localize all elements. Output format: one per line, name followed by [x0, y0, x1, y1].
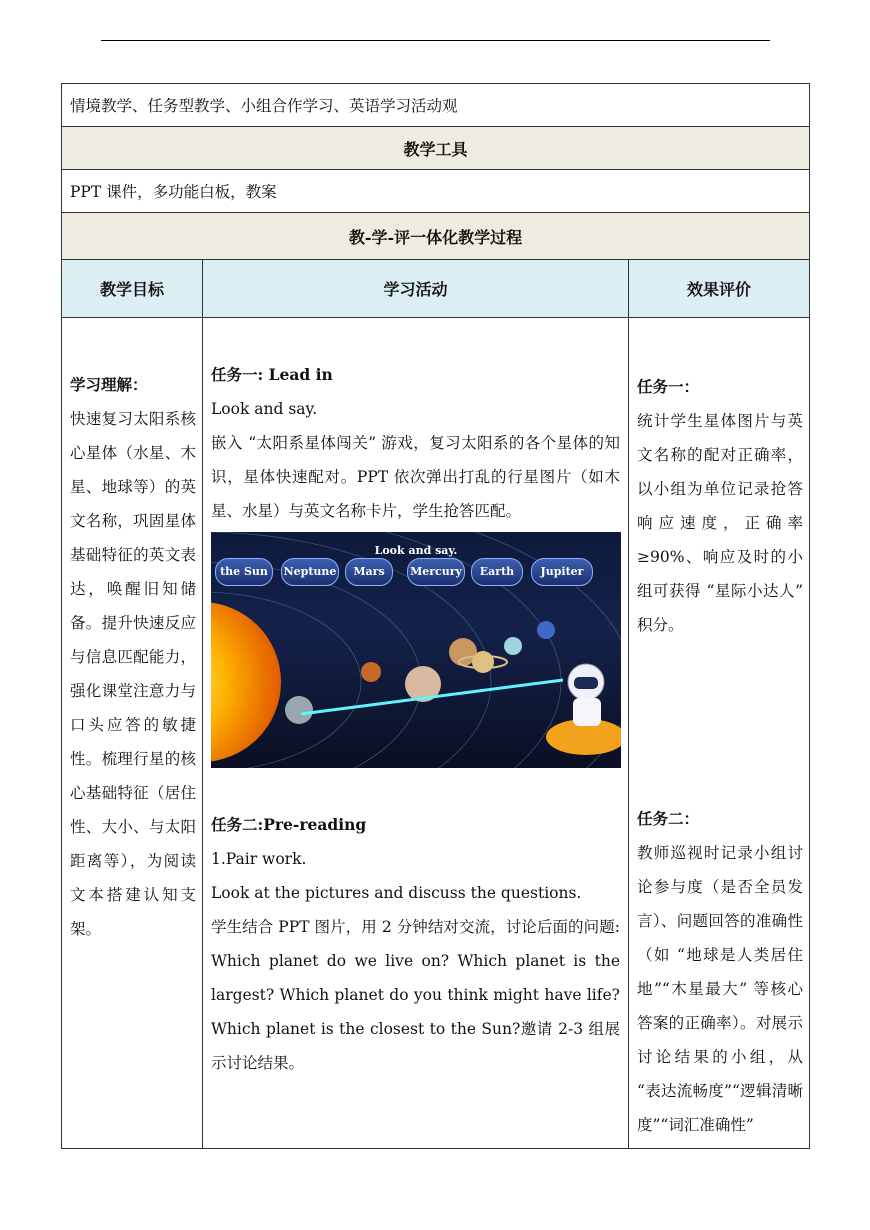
- eval-task2-text: 教师巡视时记录小组讨论参与度（是否全员发言）、问题回答的准确性（如 “地球是人类居住地”“木星最大” 等核心答案的正确率）。对展示讨论结果的小组，从 “表达流畅度”“逻辑清晰度”“词汇准确性”: [637, 844, 803, 1134]
- card-the-sun: the Sun: [215, 558, 273, 586]
- col-head-goals: 教学目标: [62, 260, 203, 318]
- tools-heading: 教学工具: [62, 127, 810, 170]
- activities-cell: [203, 318, 629, 1149]
- goals-cell: [62, 318, 203, 1149]
- col-head-activities: 学习活动: [203, 260, 629, 318]
- evaluation-cell: [629, 318, 810, 1149]
- eval-task2-title: 任务二：: [637, 809, 700, 828]
- card-jupiter: Jupiter: [531, 558, 593, 586]
- spacer: [211, 768, 620, 808]
- task1-text: 嵌入 “太阳系星体闯关” 游戏，复习太阳系的各个星体的知识，星体快速配对。PPT 依次弹出打乱的行星图片（如木星、水星）与英文名称卡片，学生抢答匹配。: [211, 434, 620, 520]
- col-head-evaluation: 效果评价: [629, 260, 810, 318]
- solar-system-image: [211, 532, 621, 768]
- task2-line1: 1.Pair work.: [211, 850, 307, 868]
- card-mercury: Mercury: [407, 558, 465, 586]
- task1-title: 任务一: Lead in: [211, 365, 333, 384]
- task2-line2: Look at the pictures and discuss the questions.: [211, 884, 582, 902]
- task2-text: 学生结合 PPT 图片，用 2 分钟结对交流，讨论后面的问题: Which planet do we live on? Which planet is the largest? Which planet do you think might have life? Which planet is the closest to the Sun?邀请 2-3 组展示讨论结果。: [211, 918, 620, 1072]
- tools-text: PPT 课件，多功能白板，教案: [62, 170, 810, 213]
- process-heading: 教-学-评一体化教学过程: [62, 213, 810, 260]
- lesson-plan-table: [61, 83, 810, 1149]
- card-earth: Earth: [471, 558, 523, 586]
- header-rule: [101, 40, 770, 41]
- card-neptune: Neptune: [281, 558, 339, 586]
- eval-task1-text: 统计学生星体图片与英文名称的配对正确率，以小组为单位记录抢答响应速度，正确率≥90%、响应及时的小组可获得 “星际小达人” 积分。: [637, 412, 803, 634]
- goals-text: 快速复习太阳系核心星体（水星、木星、地球等）的英文名称，巩固星体基础特征的英文表达，唤醒旧知储备。提升快速反应与信息匹配能力，强化课堂注意力与口头应答的敏捷性。梳理行星的核心基础特征（居住性、大小、与太阳距离等），为阅读文本搭建认知支架。: [70, 410, 196, 938]
- card-mars: Mars: [345, 558, 393, 586]
- eval-task1-title: 任务一：: [637, 377, 700, 396]
- spacer: [637, 642, 803, 802]
- task2-title: 任务二:Pre-reading: [211, 815, 367, 834]
- task1-line1: Look and say.: [211, 400, 318, 418]
- teaching-methods: 情境教学、任务型教学、小组合作学习、英语学习活动观: [62, 84, 810, 127]
- image-title: Look and say.: [374, 544, 458, 557]
- goals-title: 学习理解：: [70, 375, 148, 394]
